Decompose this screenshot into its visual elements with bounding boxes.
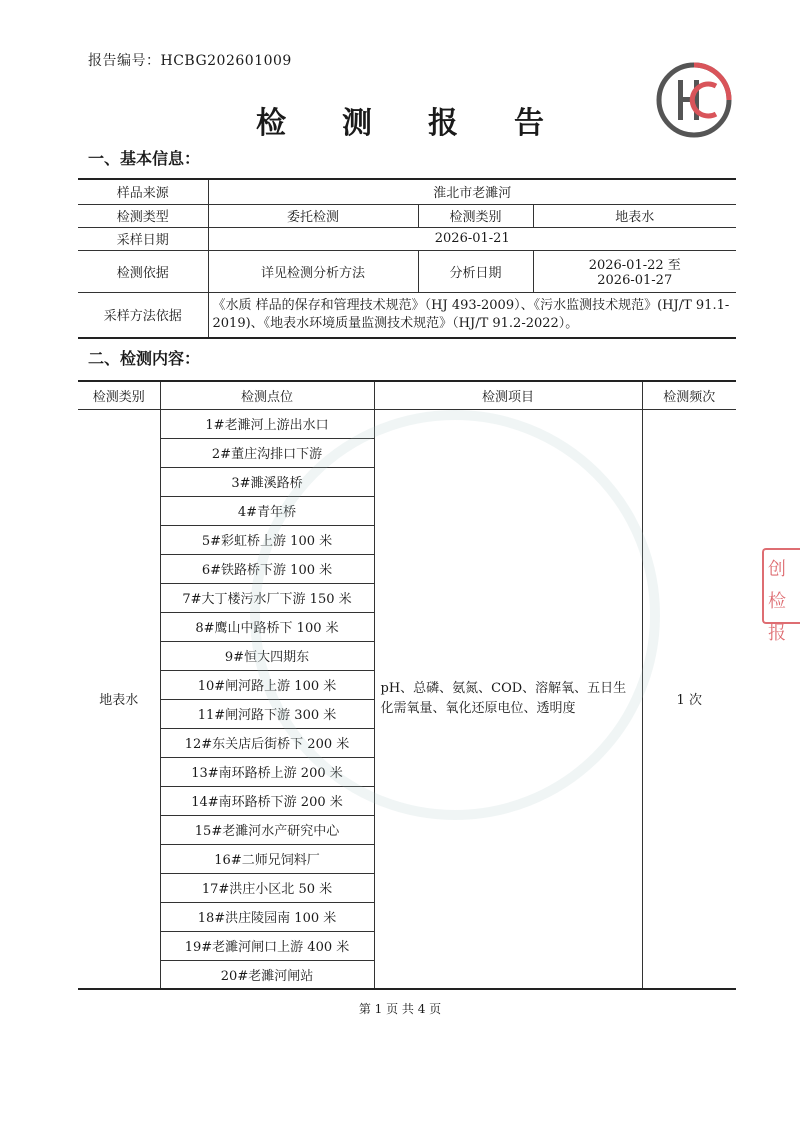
point-cell: 4#青年桥 [160, 496, 374, 525]
point-cell: 17#洪庄小区北 50 米 [160, 873, 374, 902]
header-frequency: 检测频次 [642, 381, 736, 409]
table-row [78, 292, 736, 338]
sampling-date-label: 采样日期 [78, 227, 208, 250]
point-cell: 6#铁路桥下游 100 米 [160, 554, 374, 583]
point-cell: 20#老濉河闸站 [160, 960, 374, 989]
point-cell: 15#老濉河水产研究中心 [160, 815, 374, 844]
header-items: 检测项目 [374, 381, 642, 409]
section-basic-info-heading: 一、基本信息： [88, 149, 201, 168]
point-cell: 2#董庄沟排口下游 [160, 438, 374, 467]
category-value: 地表水 [533, 204, 736, 227]
analysis-date-value [533, 250, 736, 292]
point-cell: 7#大丁楼污水厂下游 150 米 [160, 583, 374, 612]
test-content-table [78, 380, 736, 990]
point-cell: 1#老濉河上游出水口 [160, 409, 374, 438]
point-cell: 14#南环路桥下游 200 米 [160, 786, 374, 815]
basis-value: 详见检测分析方法 [208, 250, 418, 292]
source-label: 样品来源 [78, 179, 208, 204]
basic-info-table [78, 178, 736, 339]
frequency-cell: 1 次 [642, 409, 736, 989]
point-cell: 8#鹰山中路桥下 100 米 [160, 612, 374, 641]
method-label: 采样方法依据 [78, 292, 208, 338]
sampling-date-value: 2026-01-21 [208, 227, 736, 250]
table-row [78, 227, 736, 250]
point-cell: 11#闸河路下游 300 米 [160, 699, 374, 728]
header-points: 检测点位 [160, 381, 374, 409]
table-row [78, 204, 736, 227]
point-cell: 5#彩虹桥上游 100 米 [160, 525, 374, 554]
point-cell: 18#洪庄陵园南 100 米 [160, 902, 374, 931]
section-content-heading: 二、检测内容： [88, 349, 201, 368]
method-value: 《水质 样品的保存和管理技术规范》（HJ 493-2009）、《污水监测技术规范》(HJ/T 91.1-2019)、《地表水环境质量监测技术规范》（HJ/T 91.2-2022）。 [208, 292, 736, 338]
analysis-date-start: 2026-01-22 至 [588, 258, 681, 273]
table-header-row [78, 381, 736, 409]
analysis-date-end: 2026-01-27 [597, 273, 673, 288]
test-type-label: 检测类型 [78, 204, 208, 227]
table-row [78, 250, 736, 292]
analysis-date-label: 分析日期 [418, 250, 533, 292]
category-cell: 地表水 [78, 409, 160, 989]
point-cell: 9#恒大四期东 [160, 641, 374, 670]
report-number: 报告编号：HCBG202601009 [88, 53, 292, 69]
point-cell: 12#东关店后街桥下 200 米 [160, 728, 374, 757]
point-cell: 3#濉溪路桥 [160, 467, 374, 496]
source-value: 淮北市老濉河 [208, 179, 736, 204]
point-cell: 19#老濉河闸口上游 400 米 [160, 931, 374, 960]
point-cell: 10#闸河路上游 100 米 [160, 670, 374, 699]
test-type-value: 委托检测 [208, 204, 418, 227]
report-title: 检测报告 [256, 106, 600, 141]
basis-label: 检测依据 [78, 250, 208, 292]
category-label: 检测类别 [418, 204, 533, 227]
header-category: 检测类别 [78, 381, 160, 409]
items-cell: pH、总磷、氨氮、COD、溶解氧、五日生化需氧量、氧化还原电位、透明度 [374, 409, 642, 989]
point-cell: 16#二师兄饲料厂 [160, 844, 374, 873]
point-cell: 13#南环路桥上游 200 米 [160, 757, 374, 786]
page-footer: 第 1 页 共 4 页 [358, 1002, 442, 1016]
table-row [78, 179, 736, 204]
red-stamp-edge: 创检 报 [762, 548, 800, 624]
table-row [78, 409, 736, 438]
